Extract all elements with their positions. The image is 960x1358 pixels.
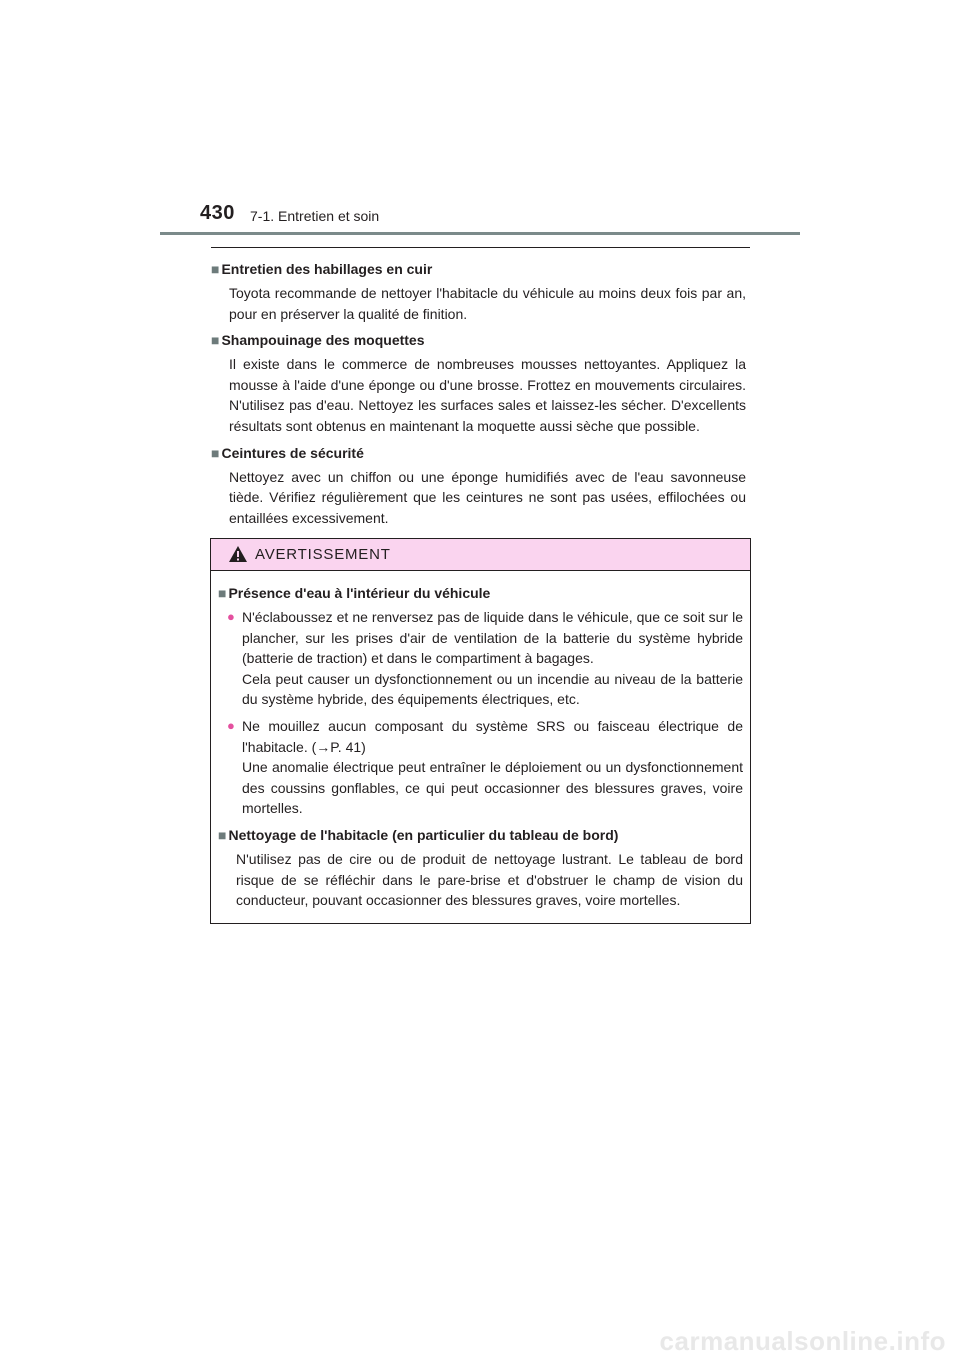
section-title: 7-1. Entretien et soin xyxy=(250,208,380,224)
warning-paragraph: N'utilisez pas de cire ou de produit de nettoyage lustrant. Le tableau de bord risque de se réfléchir dans le pare-brise et d'obstruer le champ de vision du conducteur, pouvant occasionner des blessures graves, voire mortelles. xyxy=(236,850,743,909)
warning-box xyxy=(210,538,751,924)
section-paragraph: Nettoyez avec un chiffon ou une éponge humidifiés avec de l'eau savonneuse tiède. Vérifiez régulièrement que les ceintures ne sont pas usées, effilochées ou entaillées excessivement. xyxy=(229,468,746,526)
warning-item-text: Cela peut causer un dysfonctionnement ou un incendie au niveau de la batterie du système hybride, des équipements électriques, etc. xyxy=(242,670,743,708)
square-bullet-icon: ■ xyxy=(218,585,227,601)
warning-subheading xyxy=(218,825,743,845)
square-bullet-icon: ■ xyxy=(218,826,227,843)
section-paragraph: Il existe dans le commerce de nombreuses mousses nettoyantes. Appliquez la mousse à l'aide d'une éponge ou d'une brosse. Frottez en mouvements circulaires. N'utilisez pas d'eau. Nettoyez les surfaces sales et laissez-les sécher. D'excellents résultats sont obtenus en maintenant la moquette aussi sèche que possible. xyxy=(229,356,746,434)
warning-subheading-text: Nettoyage de l'habitacle (en particulier du tableau de bord) xyxy=(228,826,619,843)
header-rule xyxy=(160,232,800,235)
page-number: 430 xyxy=(200,202,235,224)
warning-item-text: N'éclaboussez et ne renversez pas de liquide dans le véhicule, que ce soit sur le plancher, sur les prises d'air de ventilation de la batterie du système hybride (batterie de traction) et dans le compartiment à bagages. xyxy=(242,609,743,667)
warning-subheading-text: Présence d'eau à l'intérieur du véhicule xyxy=(228,585,491,601)
section-heading xyxy=(211,443,746,463)
warning-body xyxy=(211,571,750,911)
square-bullet-icon: ■ xyxy=(211,444,220,461)
circle-bullet-icon: ● xyxy=(227,609,235,624)
section-paragraph: Toyota recommande de nettoyer l'habitacle du véhicule au moins deux fois par an, pour en préserver la qualité de finition. xyxy=(229,285,746,322)
main-content xyxy=(211,257,746,534)
section-heading-text: Shampouinage des moquettes xyxy=(221,332,425,349)
section-heading-text: Ceintures de sécurité xyxy=(221,444,364,461)
warning-subheading xyxy=(218,583,743,603)
circle-bullet-icon: ● xyxy=(227,717,235,733)
page-header xyxy=(0,0,960,240)
warning-item-text: Une anomalie électrique peut entraîner le déploiement ou un dysfonctionnement des coussins gonflables, ce qui peut occasionner des blessures graves, voire mortelles. xyxy=(242,759,743,817)
warning-title: AVERTISSEMENT xyxy=(255,546,391,563)
watermark: carmanualsonline.info xyxy=(659,1326,946,1356)
warning-header xyxy=(211,539,750,571)
section-heading xyxy=(211,330,746,350)
warning-list-item xyxy=(218,716,743,819)
square-bullet-icon: ■ xyxy=(211,261,220,277)
content-top-rule xyxy=(211,247,750,248)
warning-triangle-icon xyxy=(228,545,248,563)
warning-list-item xyxy=(218,607,743,710)
warning-item-text: Ne mouillez aucun composant du système SRS ou faisceau électrique de l'habitacle. (→P. 41) xyxy=(242,717,743,755)
section-heading-text: Entretien des habillages en cuir xyxy=(221,261,433,277)
square-bullet-icon: ■ xyxy=(211,332,220,349)
page-footer xyxy=(0,1300,960,1358)
section-heading xyxy=(211,259,746,279)
